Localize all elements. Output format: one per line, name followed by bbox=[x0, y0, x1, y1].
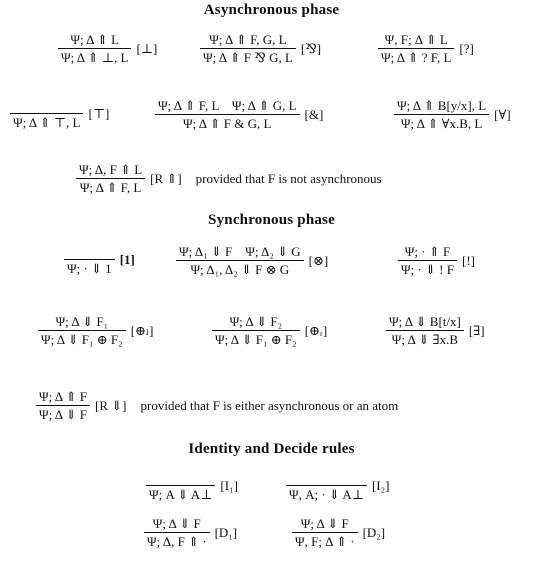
premise: Ψ; Δ ⇑ F, L Ψ; Δ ⇑ G, L bbox=[158, 98, 297, 113]
conclusion: Ψ, F; Δ ⇑ · bbox=[295, 534, 355, 549]
inference bbox=[394, 98, 489, 131]
premise: Ψ; Δ ⇓ F₁ bbox=[55, 314, 109, 329]
premise bbox=[178, 470, 184, 485]
rule-name: [1] bbox=[119, 252, 135, 267]
rule-why-not bbox=[378, 32, 474, 65]
inference bbox=[76, 162, 145, 195]
conclusion: Ψ; · ⇓ 1 bbox=[67, 261, 112, 276]
inference bbox=[386, 314, 464, 347]
rule-name: [∀] bbox=[494, 106, 511, 122]
rule-identity-1 bbox=[146, 470, 238, 502]
side-condition: provided that F is either asynchronous or an atom bbox=[140, 397, 399, 413]
premise: Ψ; · ⇑ F bbox=[404, 244, 451, 259]
rule-name: [D₁] bbox=[214, 524, 238, 540]
inference bbox=[292, 516, 358, 549]
rule-name: [D₂] bbox=[362, 524, 386, 540]
inference bbox=[286, 470, 367, 502]
rule-name: [⊤] bbox=[88, 106, 110, 121]
rule-one bbox=[64, 244, 135, 276]
rule-name: [⊗] bbox=[308, 252, 329, 268]
rule-name: [⅋] bbox=[300, 40, 322, 56]
rule-decide-1 bbox=[144, 516, 237, 549]
rule-name: [∃] bbox=[468, 322, 485, 338]
rule-name: [⊕ₗ] bbox=[130, 322, 154, 338]
rule-exists bbox=[386, 314, 485, 347]
premise bbox=[86, 244, 92, 259]
rule-name: [R ⇑] bbox=[150, 170, 182, 186]
inference bbox=[38, 314, 126, 347]
premise: Ψ; Δ ⇓ B[t/x] bbox=[389, 314, 461, 329]
side-condition: provided that F is not asynchronous bbox=[195, 170, 382, 186]
premise: Ψ; Δ ⇑ F bbox=[39, 389, 88, 404]
conclusion: Ψ; Δ₁, Δ₂ ⇓ F ⊗ G bbox=[190, 262, 290, 277]
conclusion: Ψ; Δ ⇑ ⊤, L bbox=[13, 115, 81, 130]
inference bbox=[200, 32, 296, 65]
premise: Ψ; Δ, F ⇑ L bbox=[79, 162, 143, 177]
inference bbox=[10, 98, 83, 130]
inference bbox=[144, 516, 210, 549]
conclusion: Ψ, A; · ⇓ A⊥ bbox=[289, 487, 364, 502]
rule-forall bbox=[394, 98, 511, 131]
rule-decide-2 bbox=[292, 516, 385, 549]
premise bbox=[44, 98, 50, 113]
premise: Ψ; Δ ⇓ F₂ bbox=[229, 314, 283, 329]
inference bbox=[146, 470, 215, 502]
heading-identity-decide: Identity and Decide rules bbox=[188, 441, 355, 457]
rule-bottom bbox=[58, 32, 157, 65]
conclusion: Ψ; Δ ⇓ F bbox=[39, 407, 88, 422]
rule-r-down bbox=[36, 389, 398, 422]
rule-bang bbox=[398, 244, 475, 277]
conclusion: Ψ; Δ ⇑ ∀x.B, L bbox=[400, 116, 483, 131]
rule-r-up bbox=[76, 162, 382, 195]
conclusion: Ψ; Δ ⇓ F₁ ⊕ F₂ bbox=[215, 332, 297, 347]
conclusion: Ψ; Δ ⇑ F & G, L bbox=[183, 116, 272, 131]
rule-identity-2 bbox=[286, 470, 390, 502]
premise: Ψ; Δ ⇑ L bbox=[70, 32, 120, 47]
rule-name: [?] bbox=[459, 40, 474, 56]
rule-oplus-right bbox=[212, 314, 327, 347]
inference bbox=[378, 32, 454, 65]
conclusion: Ψ; A ⇓ A⊥ bbox=[149, 487, 213, 502]
inference bbox=[58, 32, 131, 65]
premise: Ψ; Δ ⇓ F bbox=[152, 516, 201, 531]
inference bbox=[155, 98, 300, 131]
premise: Ψ; Δ ⇑ B[y/x], L bbox=[397, 98, 487, 113]
rule-name: [⊥] bbox=[136, 40, 158, 56]
premise: Ψ; Δ₁ ⇓ F Ψ; Δ₂ ⇓ G bbox=[179, 244, 301, 259]
premise: Ψ; Δ ⇑ F, G, L bbox=[209, 32, 287, 47]
rule-name: [I₁] bbox=[220, 478, 238, 493]
premise bbox=[323, 470, 329, 485]
inference bbox=[212, 314, 300, 347]
conclusion: Ψ; Δ ⇑ ? F, L bbox=[381, 50, 452, 65]
heading-synchronous-phase: Synchronous phase bbox=[208, 212, 335, 228]
rule-name: [&] bbox=[304, 106, 324, 122]
rule-tensor bbox=[176, 244, 328, 277]
conclusion: Ψ; Δ ⇑ ⊥, L bbox=[61, 50, 129, 65]
rule-name: [⊕ᵣ] bbox=[304, 322, 328, 338]
conclusion: Ψ; Δ ⇓ F₁ ⊕ F₂ bbox=[41, 332, 123, 347]
inference bbox=[398, 244, 457, 277]
inference bbox=[36, 389, 90, 422]
rule-with bbox=[155, 98, 323, 131]
conclusion: Ψ; Δ ⇓ ∃x.B bbox=[391, 332, 459, 347]
inference bbox=[64, 244, 115, 276]
rule-oplus-left bbox=[38, 314, 153, 347]
rule-par bbox=[200, 32, 321, 65]
premise: Ψ; Δ ⇓ F bbox=[300, 516, 349, 531]
conclusion: Ψ; Δ ⇑ F, L bbox=[79, 180, 142, 195]
premise: Ψ, F; Δ ⇑ L bbox=[384, 32, 448, 47]
heading-asynchronous-phase: Asynchronous phase bbox=[203, 2, 340, 18]
conclusion: Ψ; Δ, F ⇑ · bbox=[147, 534, 207, 549]
rule-name: [R ⇓] bbox=[95, 397, 127, 413]
conclusion: Ψ; · ⇓ ! F bbox=[401, 262, 454, 277]
rule-name: [I₂] bbox=[371, 478, 390, 493]
inference bbox=[176, 244, 304, 277]
rule-top bbox=[10, 98, 109, 130]
conclusion: Ψ; Δ ⇑ F ⅋ G, L bbox=[203, 50, 293, 65]
rule-name: [!] bbox=[461, 252, 475, 268]
